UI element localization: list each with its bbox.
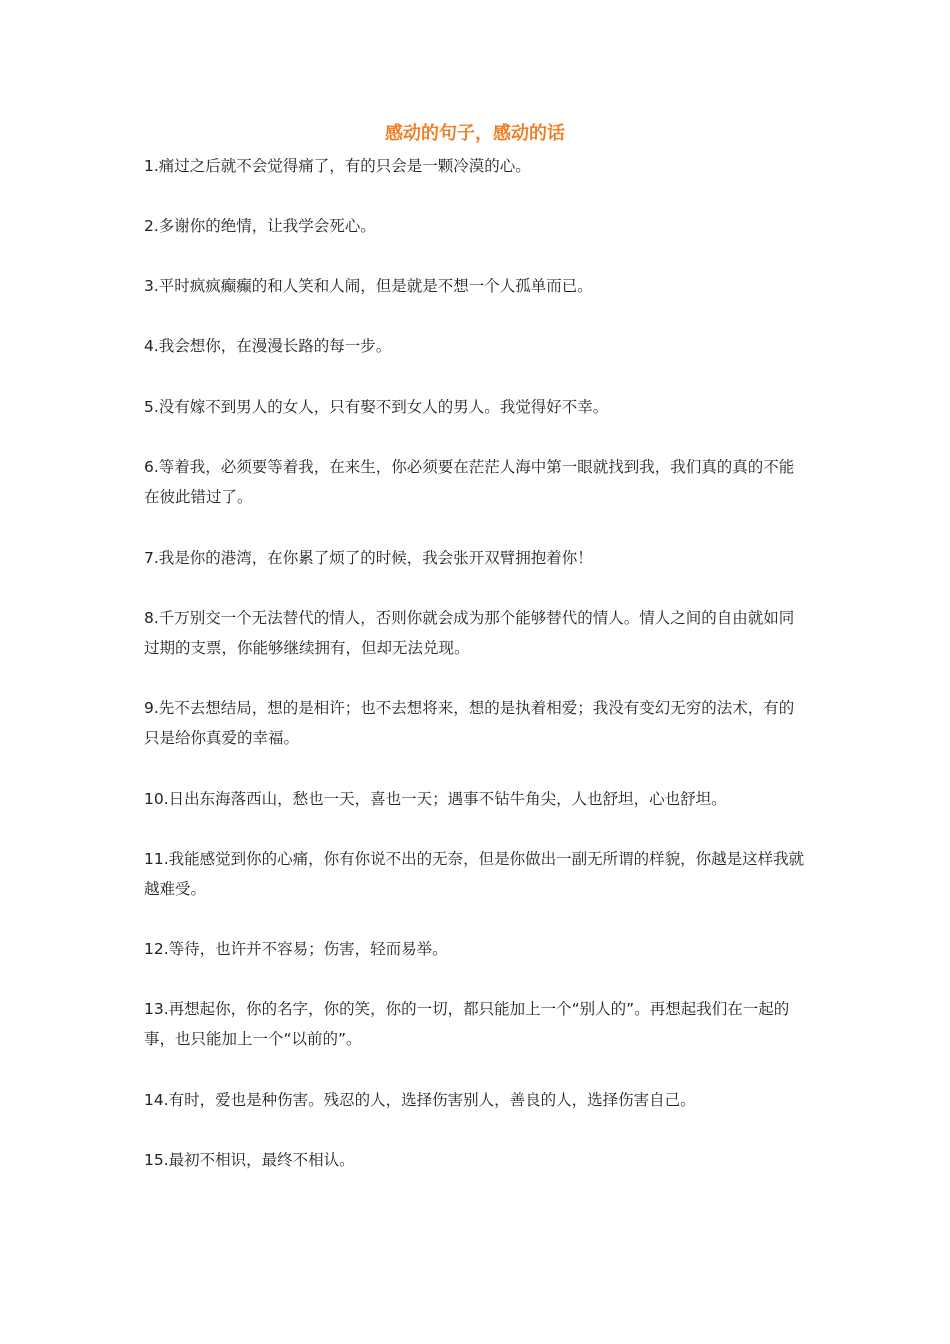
paragraph-6: 6.等着我，必须要等着我，在来生，你必须要在茫茫人海中第一眼就找到我，我们真的真的不能在彼此错过了。: [144, 458, 795, 506]
paragraph-2: 2.多谢你的绝情，让我学会死心。: [144, 217, 376, 235]
paragraph-7: 7.我是你的港湾，在你累了烦了的时候，我会张开双臂拥抱着你！: [144, 549, 593, 567]
paragraph-15: 15.最初不相识，最终不相认。: [144, 1151, 355, 1169]
paragraph-13: 13.再想起你，你的名字，你的笑，你的一切，都只能加上一个“别人的”。再想起我们在一起的事，也只能加上一个“以前的”。: [144, 1000, 790, 1048]
paragraph-14: 14.有时，爱也是种伤害。残忍的人，选择伤害别人，善良的人，选择伤害自己。: [144, 1091, 696, 1109]
paragraph-1: 1.痛过之后就不会觉得痛了，有的只会是一颗冷漠的心。: [144, 157, 531, 175]
document-title: 感动的句子，感动的话: [385, 123, 565, 144]
paragraph-9: 9.先不去想结局，想的是相许；也不去想将来，想的是执着相爱；我没有变幻无穷的法术，有的只是给你真爱的幸福。: [144, 699, 795, 747]
paragraph-8: 8.千万别交一个无法替代的情人，否则你就会成为那个能够替代的情人。情人之间的自由就如同过期的支票，你能够继续拥有，但却无法兑现。: [144, 609, 795, 657]
paragraph-5: 5.没有嫁不到男人的女人，只有娶不到女人的男人。我觉得好不幸。: [144, 398, 609, 416]
paragraph-4: 4.我会想你，在漫漫长路的每一步。: [144, 337, 392, 355]
paragraph-12: 12.等待，也许并不容易；伤害，轻而易举。: [144, 940, 448, 958]
paragraph-3: 3.平时疯疯癫癫的和人笑和人闹，但是就是不想一个人孤单而已。: [144, 277, 593, 295]
paragraph-11: 11.我能感觉到你的心痛，你有你说不出的无奈，但是你做出一副无所谓的样貌，你越是这样我就越难受。: [144, 850, 805, 898]
paragraph-10: 10.日出东海落西山，愁也一天，喜也一天；遇事不钻牛角尖，人也舒坦，心也舒坦。: [144, 790, 727, 808]
